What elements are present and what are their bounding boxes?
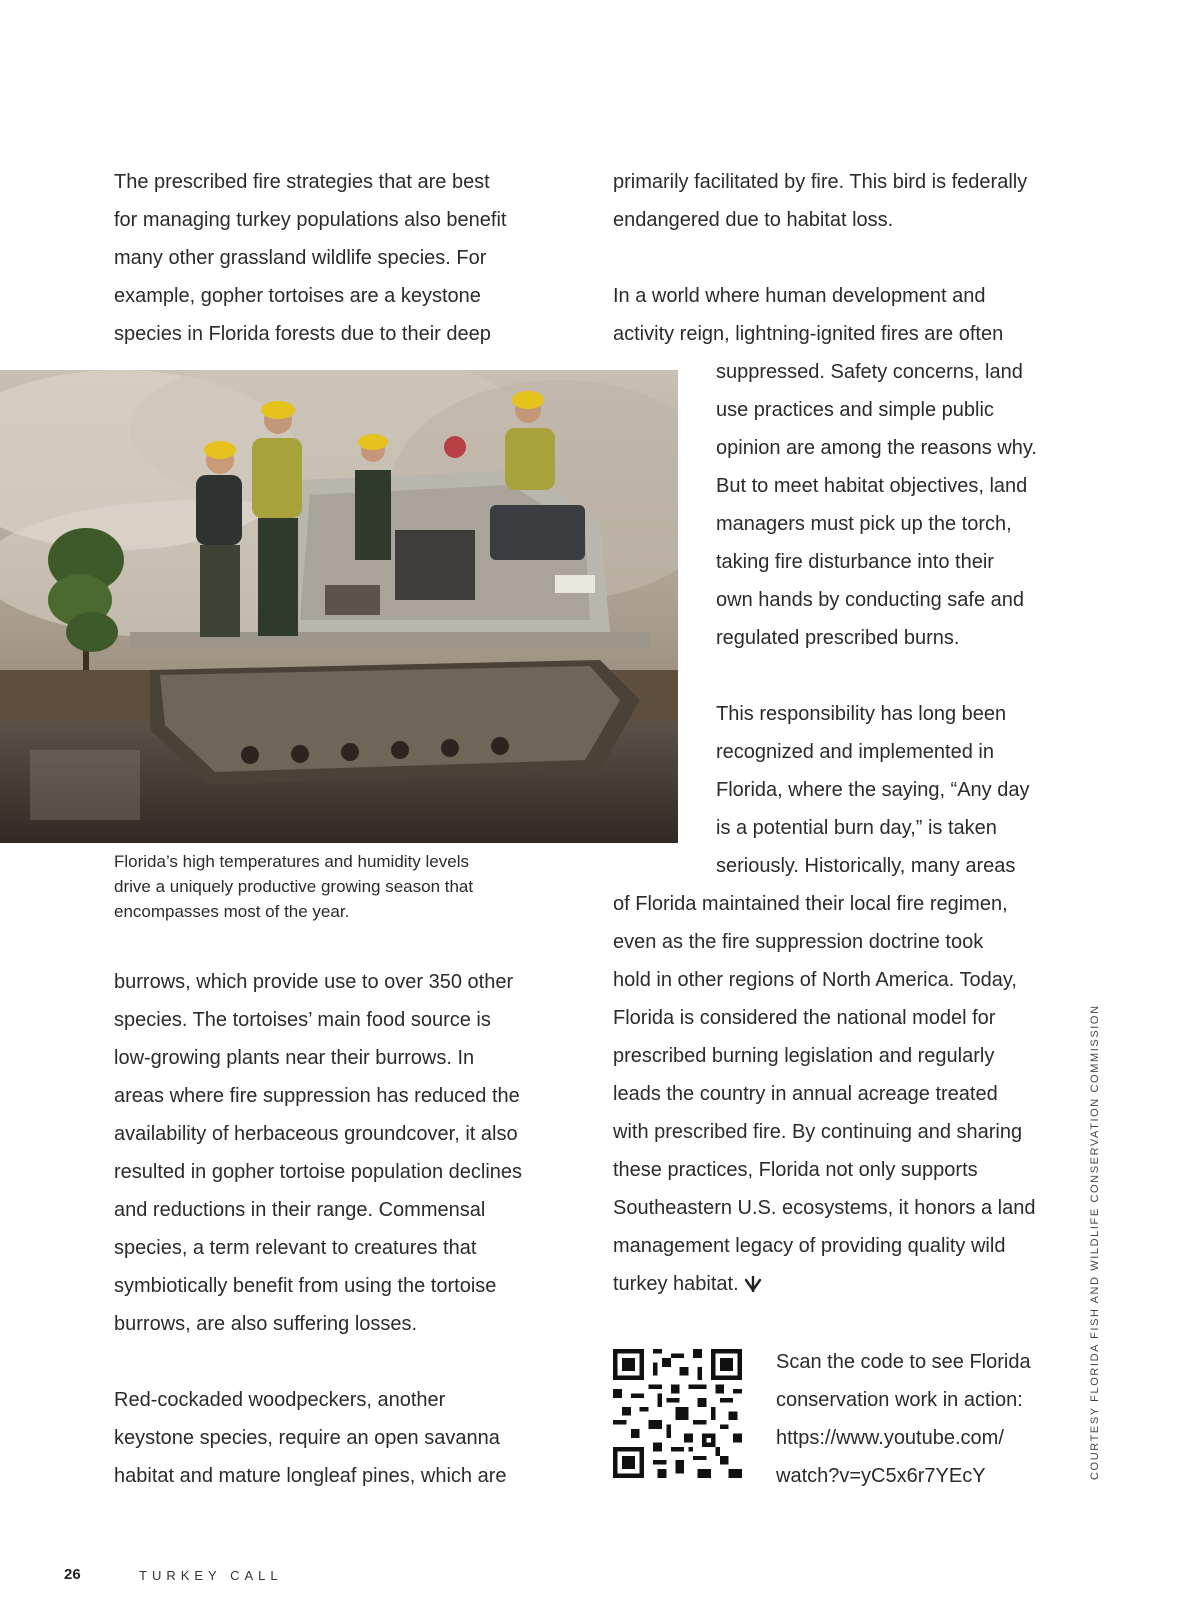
qr-code-icon[interactable] — [613, 1349, 742, 1478]
turkey-track-icon — [744, 1267, 762, 1305]
marsh-vehicle-photo — [0, 370, 678, 843]
video-link[interactable]: https://www.youtube.com/ — [776, 1427, 1004, 1449]
page-number: 26 — [64, 1566, 81, 1583]
qr-callout: Scan the code to see Florida conservation work in action: https://www.youtube.com/ watch?v=yC5x6r7YEcY — [776, 1351, 1031, 1487]
left-para-3: Red-cockaded woodpeckers, another keystone species, require an open savanna habitat and mature longleaf pines, which are — [114, 1389, 507, 1487]
right-para-2: In a world where human development and activity reign, lightning-ignited fires are often — [613, 285, 1004, 345]
right-para-3-wrap: This responsibility has long been recognized and implemented in Florida, where the saying, “Any day is a potential burn day,” is taken seriously. Historically, many areas — [716, 703, 1030, 877]
left-para-1: The prescribed fire strategies that are best for managing turkey populations also benefit many other grassland wildlife species. For example, gopher tortoises are a keystone species in Florida forests due to their deep — [114, 171, 507, 345]
right-para-3: of Florida maintained their local fire regimen, even as the fire suppression doctrine took hold in other regions of North America. Today, Florida is considered the national model for prescribed burning legislation and regularly leads the country in annual acreage treated with prescribed fire. By continuing and sharing these practices, Florida not only supports Southeastern U.S. ecosystems, it honors a land management legacy of providing quality wild turkey habitat. — [613, 885, 1035, 1305]
photo-caption: Florida’s high temperatures and humidity levels drive a uniquely productive growing season that encompasses most of the year. — [114, 852, 474, 921]
right-para-2-wrap: suppressed. Safety concerns, land use practices and simple public opinion are among the reasons why. But to meet habitat objectives, land managers must pick up the torch, taking fire disturbance into their own hands by conducting safe and regulated prescribed burns. — [716, 361, 1037, 649]
photo-credit: COURTESY FLORIDA FISH AND WILDLIFE CONSERVATION COMMISSION — [1089, 1004, 1101, 1480]
left-para-2: burrows, which provide use to over 350 other species. The tortoises’ main food source is low-growing plants near their burrows. In areas where fire suppression has reduced the availability of herbaceous groundcover, it also resulted in gopher tortoise population declines and reductions in their range. Commensal species, a term relevant to creatures that symbiotically benefit from using the tortoise burrows, are also suffering losses. — [114, 971, 523, 1335]
magazine-title: TURKEY CALL — [139, 1568, 283, 1583]
video-link-cont[interactable]: watch?v=yC5x6r7YEcY — [776, 1465, 986, 1487]
right-para-1: primarily facilitated by fire. This bird is federally endangered due to habitat loss. — [613, 171, 1028, 231]
